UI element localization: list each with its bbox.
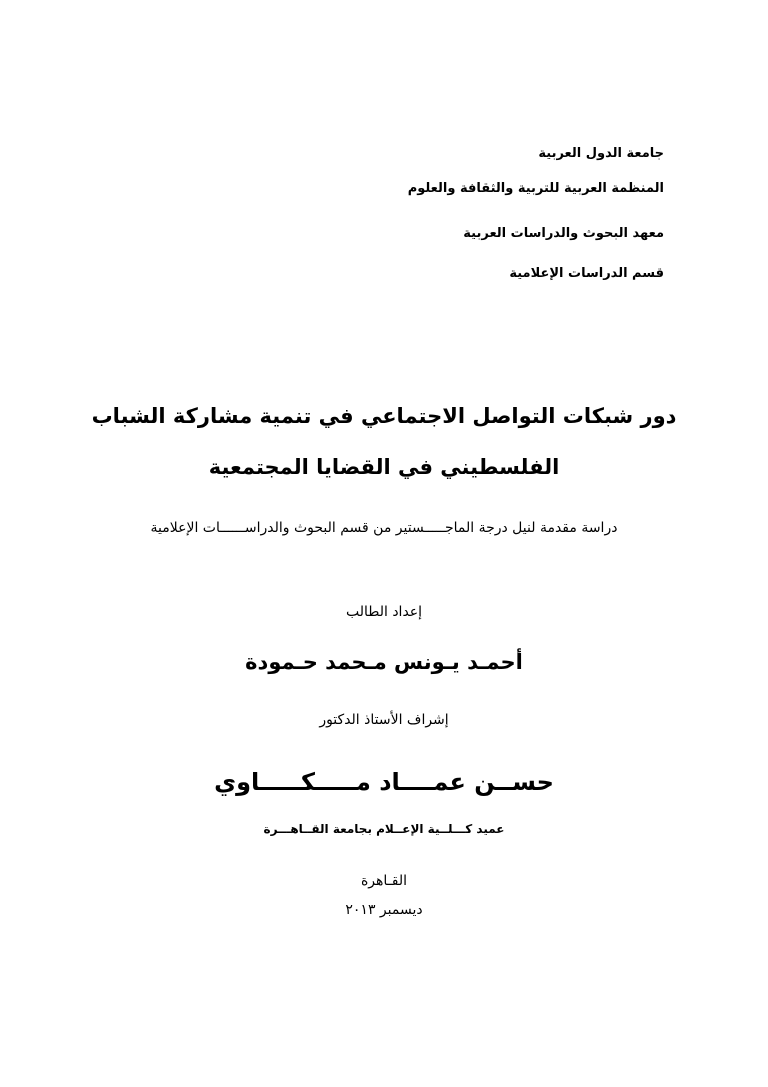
thesis-title-line-2: الفلسطيني في القضايا المجتمعية bbox=[208, 455, 560, 479]
thesis-title-line-1: دور شبكات التواصل الاجتماعي في تنمية مشاركة الشباب bbox=[91, 404, 677, 428]
institute-name: معهد البحوث والدراسات العربية bbox=[463, 226, 664, 241]
university-name: جامعة الدول العربية bbox=[538, 146, 664, 161]
author-label: إعداد الطالب bbox=[345, 604, 423, 620]
city: القـاهرة bbox=[360, 873, 408, 889]
thesis-subtitle: دراسة مقدمة لنيل درجة الماجـــــستير من قسم البحوث والدراســــــات الإعلامية bbox=[150, 520, 618, 536]
supervisor-name: حســن عمــــاد مـــــكـــــاوي bbox=[214, 768, 554, 796]
date: ديسمبر ٢٠١٣ bbox=[345, 902, 423, 918]
author-name: أحمـد يـونس مـحمد حـمودة bbox=[245, 650, 523, 674]
supervisor-label: إشراف الأستاذ الدكتور bbox=[319, 712, 449, 728]
organization-name: المنظمة العربية للتربية والثقافة والعلوم bbox=[407, 181, 664, 196]
department-name: قسم الدراسات الإعلامية bbox=[509, 266, 664, 281]
supervisor-title: عميد كـــلــية الإعــلام بجامعة القــاهـــرة bbox=[263, 822, 505, 836]
